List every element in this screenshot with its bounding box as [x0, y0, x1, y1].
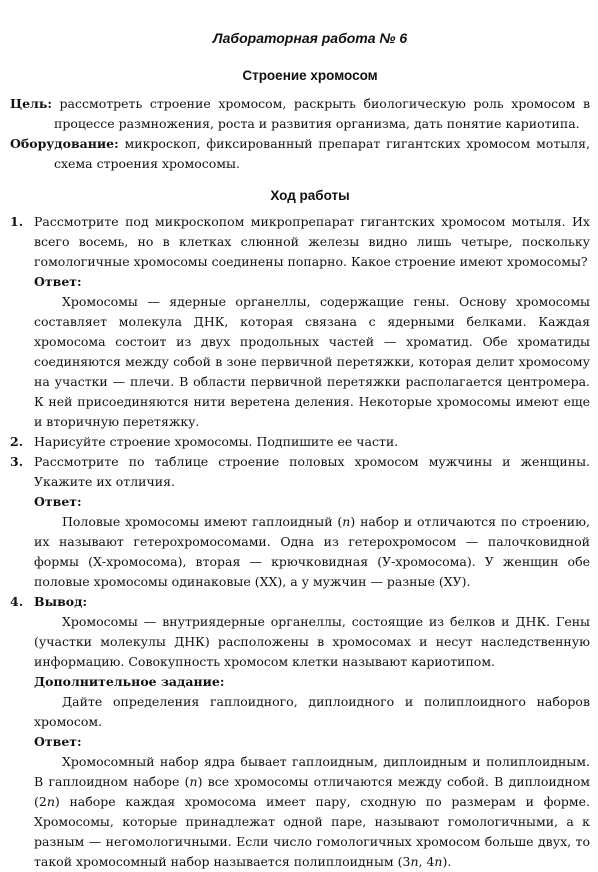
haploid-symbol: n	[342, 514, 351, 529]
task-number: 2.	[10, 434, 24, 449]
equipment-label: Оборудование:	[10, 136, 119, 151]
task-number: 3.	[10, 454, 24, 469]
answer-text	[10, 752, 590, 872]
goal-text: рассмотреть строение хромосом, раскрыть биологическую роль хромосом в процессе размножения, роста и развития организма, дать понятие кариотипа.	[54, 96, 590, 131]
extra-task-label: Дополнительное задание:	[34, 674, 225, 689]
answer-part: ) наборе каждая хромосома имеет пару, сходную по размерам и форме. Хромосомы, которые принадлежат одной паре, называют гомологичными, а к разным — негомологичными. Если число гомологичных хромосом больше двух, то такой хромосомный набор называется полиплоидным (3	[34, 794, 590, 869]
task-text: Нарисуйте строение хромосомы. Подпишите ее части.	[34, 434, 399, 449]
task-item-2	[10, 432, 590, 452]
task-text: Рассмотрите по таблице строение половых хромосом мужчины и женщины. Укажите их отличия.	[34, 454, 590, 489]
task-item-3	[10, 452, 590, 492]
haploid-symbol: n	[189, 774, 198, 789]
answer-text	[10, 292, 590, 432]
goal-label: Цель:	[10, 96, 52, 111]
task-item-4	[10, 592, 590, 612]
polyploid-symbol: n	[434, 854, 443, 869]
section-title: Строение хромосом	[242, 68, 378, 83]
answer-part: ).	[442, 854, 452, 869]
conclusion-text	[10, 612, 590, 672]
answer-label: Ответ:	[34, 274, 82, 289]
answer-label: Ответ:	[34, 494, 82, 509]
task-text: Рассмотрите под микроскопом микропрепарат гигантских хромосом мотыля. Их всего восемь, но в клетках слюнной железы видно лишь четыре, поскольку гомологичные хромосомы соединены попарно. Какое строение имеют хромосомы?	[34, 214, 590, 269]
equipment-text: микроскоп, фиксированный препарат гигантских хромосом мотыля, схема строения хромосомы.	[54, 136, 590, 171]
answer-body: Хромосомы — ядерные органеллы, содержащие гены. Основу хромосомы составляет молекула ДНК, которая связана с ядерными белками. Каждая хромосома состоит из двух продольных частей — хроматид. Обе хроматиды соединяются между собой в зоне первичной перетяжки, которая делит хромосому на участки — плечи. В области первичной перетяжки располагается центромера. К ней присоединяются нити веретена деления. Некоторые хромосомы имеют еще и вторичную перетяжку.	[34, 294, 590, 429]
conclusion-label: Вывод:	[34, 594, 88, 609]
task-item-1	[10, 212, 590, 272]
answer-part: ) все хромосомы отличаются между собой. В диплоидном (2	[34, 774, 591, 809]
lab-title: Лабораторная работа № 6	[212, 30, 408, 46]
polyploid-symbol: n	[410, 854, 419, 869]
answer-body	[34, 512, 590, 592]
answer-part: , 4	[418, 854, 435, 869]
answer-label: Ответ:	[34, 734, 82, 749]
answer-part: Хромосомный набор ядра бывает гаплоидным, диплоидным и полиплоидным. В гаплоидном наборе (	[34, 754, 590, 789]
task-number: 4.	[10, 594, 24, 609]
answer-body	[34, 752, 590, 872]
answer-part: ) набор и отличаются по строению, их называют гетерохромосомами. Одна из гетерохромосом — палочковидной формы (Х-хромосома), вторая — крючковидная (У-хромосома). У женщин обе половые хромосомы одинаковые (ХХ), а у мужчин — разные (ХУ).	[34, 514, 590, 589]
goal-paragraph	[10, 94, 590, 134]
answer-text	[10, 512, 590, 592]
conclusion-body: Хромосомы — внутриядерные органеллы, состоящие из белков и ДНК. Гены (участки молекулы ДНК) расположены в хромосомах и несут наследственную информацию. Совокупность хромосом клетки называют кариотипом.	[34, 614, 590, 669]
document-page	[10, 30, 590, 872]
extra-task-body: Дайте определения гаплоидного, диплоидного и полиплоидного наборов хромосом.	[34, 694, 590, 729]
diploid-symbol: n	[46, 794, 55, 809]
extra-task-text	[10, 692, 590, 732]
task-number: 1.	[10, 214, 24, 229]
progress-heading: Ход работы	[270, 188, 350, 203]
answer-part: Половые хромосомы имеют гаплоидный (	[62, 514, 343, 529]
equipment-paragraph	[10, 134, 590, 174]
